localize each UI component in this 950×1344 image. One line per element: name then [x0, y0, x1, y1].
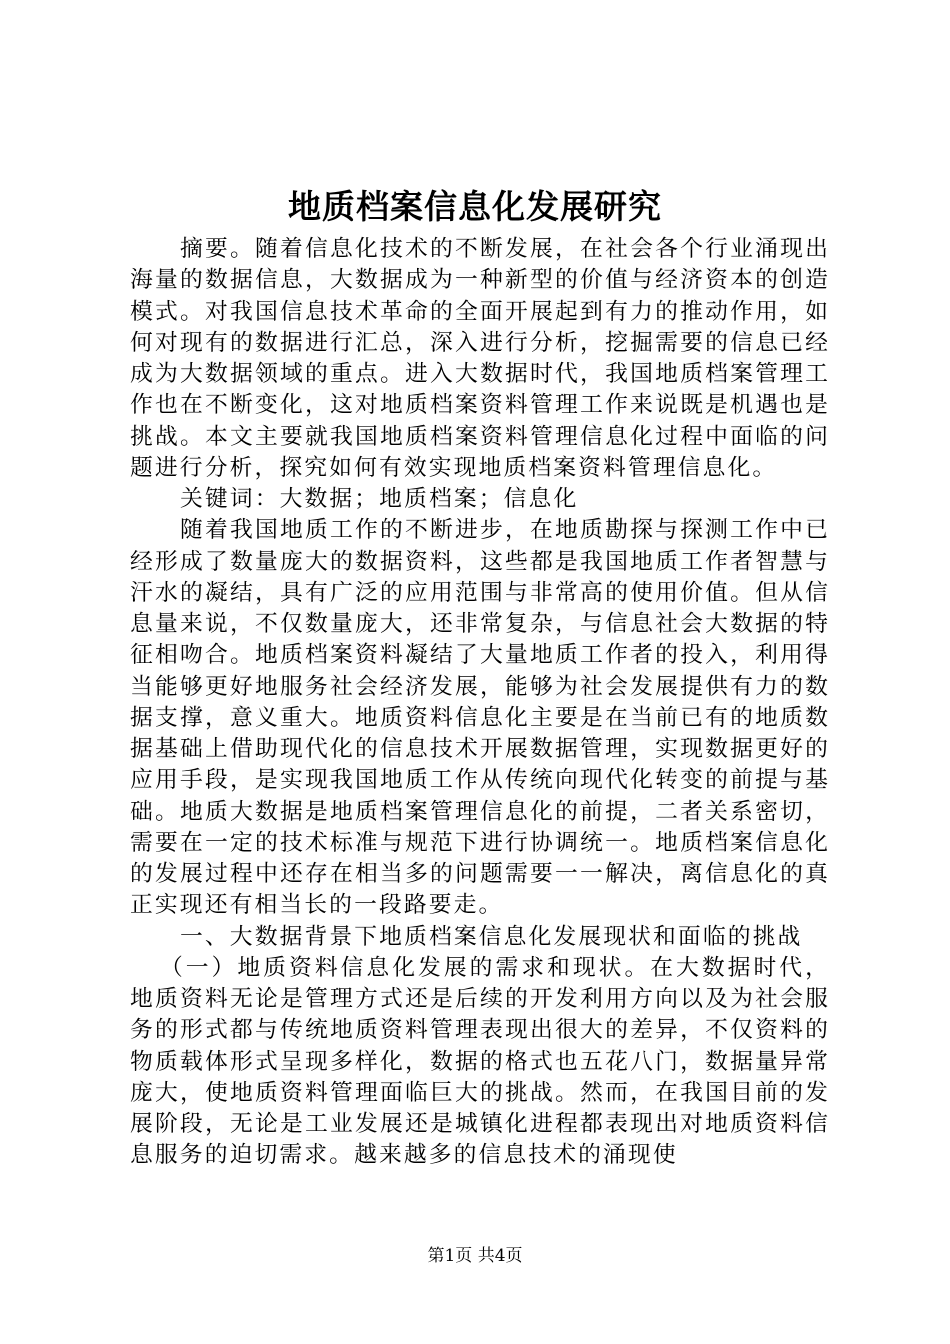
- document-title: 地质档案信息化发展研究: [288, 187, 662, 226]
- subsection-paragraph: （一）地质资料信息化发展的需求和现状。在大数据时代，地质资料无论是管理方式还是后续的开发利用方向以及为社会服务的形式都与传统地质资料管理表现出很大的差异，不仅资料的物质载体形式呈现多样化，数据的格式也五花八门，数据量异常庞大，使地质资料管理面临巨大的挑战。然而，在我国目前的发展阶段，无论是工业发展还是城镇化进程都表现出对地质资料信息服务的迫切需求。越来越多的信息技术的涌现使: [130, 954, 830, 1169]
- abstract-paragraph: 摘要。随着信息化技术的不断发展，在社会各个行业涌现出海量的数据信息，大数据成为一种新型的价值与经济资本的创造模式。对我国信息技术革命的全面开展起到有力的推动作用，如何对现有的数据进行汇总，深入进行分析，挖掘需要的信息已经成为大数据领域的重点。进入大数据时代，我国地质档案管理工作也在不断变化，这对地质档案资料管理工作来说既是机遇也是挑战。本文主要就我国地质档案资料管理信息化过程中面临的问题进行分析，探究如何有效实现地质档案资料管理信息化。: [130, 236, 830, 481]
- page-footer: 第1页 共4页: [427, 1246, 523, 1266]
- introduction-paragraph: 随着我国地质工作的不断进步，在地质勘探与探测工作中已经形成了数量庞大的数据资料，这些都是我国地质工作者智慧与汗水的凝结，具有广泛的应用范围与非常高的使用价值。但从信息量来说，不仅数量庞大，还非常复杂，与信息社会大数据的特征相吻合。地质档案资料凝结了大量地质工作者的投入，利用得当能够更好地服务社会经济发展，能够为社会发展提供有力的数据支撑，意义重大。地质资料信息化主要是在当前已有的地质数据基础上借助现代化的信息技术开展数据管理，实现数据更好的应用手段，是实现我国地质工作从传统向现代化转变的前提与基础。地质大数据是地质档案管理信息化的前提，二者关系密切，需要在一定的技术标准与规范下进行协调统一。地质档案信息化的发展过程中还存在相当多的问题需要一一解决，离信息化的真正实现还有相当长的一段路要走。: [130, 517, 830, 919]
- document-body: [130, 234, 830, 1172]
- section-heading: 一、大数据背景下地质档案信息化发展现状和面临的挑战: [180, 923, 803, 950]
- keywords-paragraph: 关键词：大数据；地质档案；信息化: [180, 486, 579, 512]
